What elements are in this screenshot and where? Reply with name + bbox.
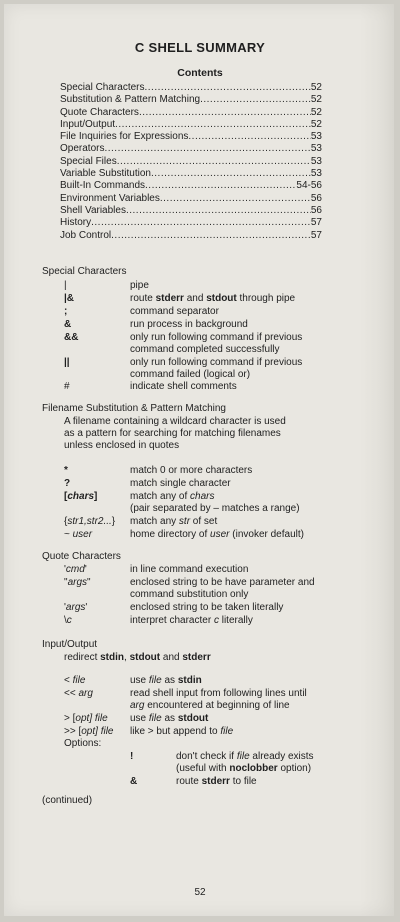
description-double-pipe: only run following command if previous [130,357,303,368]
symbol-backslash-c: \c [64,615,72,626]
description-double-ampersand: only run following command if previous [130,332,303,343]
symbol-redirect-out: > [opt] file [64,713,108,724]
symbol-single-quote-args: 'args' [64,602,88,613]
symbol-bracket-chars: [chars] [64,491,98,502]
page-number: 52 [194,887,206,898]
toc-entry: Built-In Commands ..... 54-56 [60,180,322,192]
symbol-redirect-in: < file [64,675,86,686]
filename-intro-line: as a pattern for searching for matching filenames [64,428,281,439]
description-backslash-c: interpret character c literally [130,615,253,626]
symbol-double-ampersand: && [64,332,79,343]
description-ampersand: run process in background [130,319,248,330]
description-double-quote-args-cont: command substitution only [130,589,249,600]
section-heading-quote-characters: Quote Characters [42,551,121,562]
continued-note: (continued) [42,795,93,806]
options-label: Options: [64,738,102,749]
description-bracket-chars-cont: (pair separated by – matches a range) [130,503,300,514]
description-pipe-amp: route stderr and stdout through pipe [130,293,296,304]
symbol-double-pipe: || [64,357,70,368]
section-heading-filename-substitution: Filename Substitution & Pattern Matching [42,403,226,414]
option-description-bang-cont: (useful with noclobber option) [176,763,312,774]
symbol-semicolon: ; [64,306,68,317]
description-here-document: read shell input from following lines until [130,688,307,699]
description-redirect-in: use file as stdin [130,675,202,686]
description-double-pipe-cont: command failed (logical or) [130,369,251,380]
option-symbol-ampersand: & [130,776,138,787]
toc-entry: Quote Characters ..... 52 [60,107,322,119]
toc-entry: Special Files ..... 53 [60,156,322,168]
toc-entry: Substitution & Pattern Matching ..... 52 [60,94,322,106]
symbol-append-out: >> [opt] file [64,726,114,737]
contents-heading: Contents [177,67,223,79]
toc-entry: File Inquiries for Expressions ..... 53 [60,131,322,143]
symbol-ampersand: & [64,319,72,330]
description-single-quote-args: enclosed string to be taken literally [130,602,284,613]
symbol-question-mark: ? [64,478,71,489]
symbol-here-document: << arg [64,688,93,699]
description-question-mark: match single character [130,478,231,489]
toc-entry: History ..... 57 [60,217,322,229]
filename-intro-line: A filename containing a wildcard character is used [64,416,286,427]
symbol-double-quote-args: "args" [64,577,91,588]
symbol-brace-set: {str1,str2...} [64,516,116,527]
toc-entry: Shell Variables ..... 56 [60,205,322,217]
input-output-intro: redirect stdin, stdout and stderr [64,652,211,663]
option-description-ampersand: route stderr to file [176,776,257,787]
symbol-asterisk: * [64,465,68,476]
description-asterisk: match 0 or more characters [130,465,253,476]
section-heading-special-characters: Special Characters [42,266,127,277]
option-description-bang: don't check if file already exists [176,751,314,762]
symbol-backquote-cmd: 'cmd' [64,564,87,575]
symbol-pipe-amp: |& [64,293,75,304]
toc-entry: Operators ..... 53 [60,143,322,155]
page-title: C SHELL SUMMARY [134,40,266,55]
section-heading-input-output: Input/Output [42,639,98,650]
description-here-document-cont: arg encountered at beginning of line [130,700,290,711]
description-double-ampersand-cont: command completed successfully [130,344,280,355]
description-tilde-user: home directory of user (invoker default) [130,529,304,540]
description-bracket-chars: match any of chars [130,491,215,502]
symbol-pipe: | [64,280,67,291]
description-double-quote-args: enclosed string to be have parameter and [130,577,315,588]
description-brace-set: match any str of set [130,516,218,527]
option-symbol-bang: ! [130,751,134,762]
toc-entry: Special Characters ..... 52 [60,82,322,94]
description-append-out: like > but append to file [130,726,234,737]
description-hash: indicate shell comments [130,381,237,392]
toc-entry: Environment Variables ..... 56 [60,193,322,205]
description-pipe: pipe [130,280,149,291]
description-backquote-cmd: in line command execution [130,564,249,575]
page-edge-shading [360,4,394,916]
description-redirect-out: use file as stdout [130,713,209,724]
toc-entry: Job Control ..... 57 [60,230,322,242]
toc-entry: Input/Output ..... 52 [60,119,322,131]
filename-intro-line: unless enclosed in quotes [64,440,180,451]
table-of-contents [60,82,322,242]
toc-entry: Variable Substitution ..... 53 [60,168,322,180]
description-semicolon: command separator [130,306,219,317]
symbol-hash: # [64,381,70,392]
symbol-tilde-user: ~ user [64,529,93,540]
